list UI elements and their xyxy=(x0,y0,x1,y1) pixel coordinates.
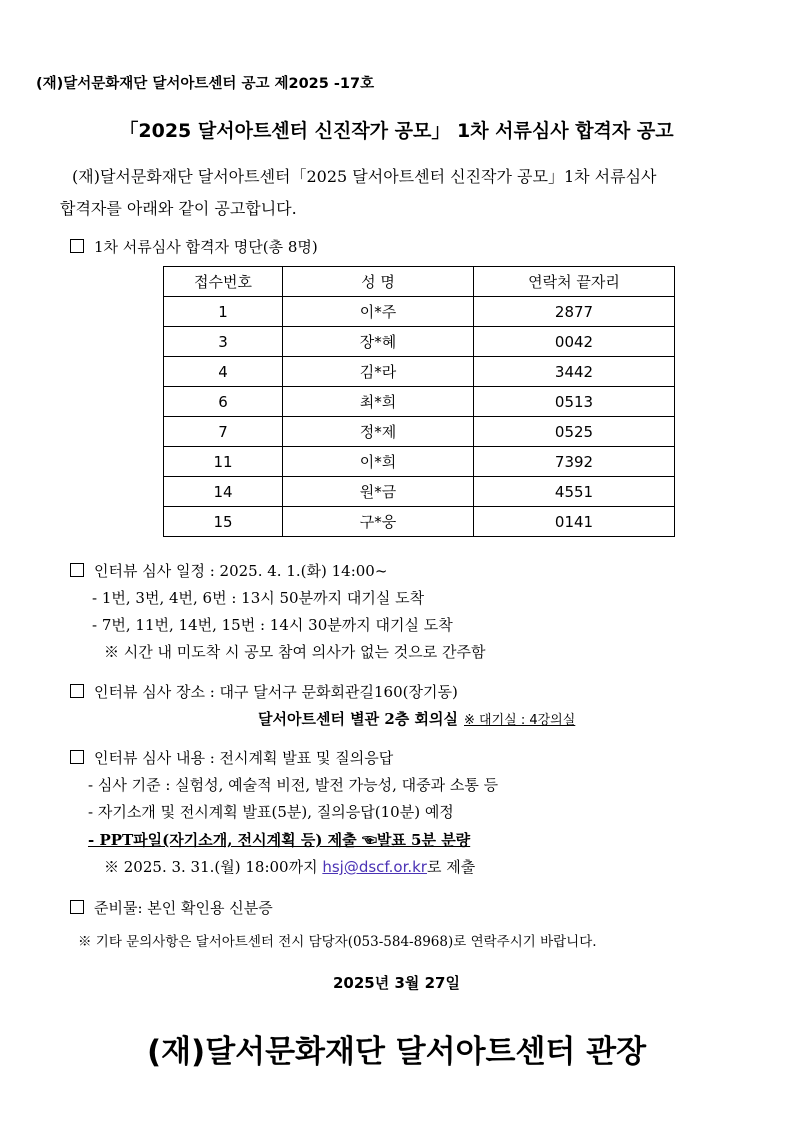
table-cell: 7392 xyxy=(474,447,675,477)
table-cell: 0525 xyxy=(474,417,675,447)
table-cell: 14 xyxy=(164,477,283,507)
table-row xyxy=(164,417,675,447)
notice-date: 2025년 3월 27일 xyxy=(333,974,460,992)
table-cell: 15 xyxy=(164,507,283,537)
venue-detail xyxy=(258,708,575,729)
checkbox-square-icon xyxy=(70,750,84,764)
table-row xyxy=(164,387,675,417)
venue-room: 달서아트센터 별관 2층 회의실 xyxy=(258,710,458,728)
email-link[interactable]: hsj@dscf.or.kr xyxy=(322,858,427,876)
intro-line-1: (재)달서문화재단 달서아트센터「2025 달서아트센터 신진작가 공모」1차 서류심사 xyxy=(72,167,657,186)
table-body xyxy=(164,297,675,537)
deadline-suffix: 로 제출 xyxy=(426,858,476,876)
deadline-prefix: ※ 2025. 3. 31.(월) 18:00까지 xyxy=(104,858,323,876)
table-cell: 장*혜 xyxy=(283,327,474,357)
table-cell: 이*주 xyxy=(283,297,474,327)
section-content xyxy=(70,747,393,768)
table-cell: 11 xyxy=(164,447,283,477)
table-cell: 정*제 xyxy=(283,417,474,447)
section-passer-list xyxy=(70,236,318,257)
checkbox-square-icon xyxy=(70,684,84,698)
intro-line-2: 합격자를 아래와 같이 공고합니다. xyxy=(60,199,297,218)
contact-note: ※ 기타 문의사항은 달서아트센터 전시 담당자(053-584-8968)로 연락주시기 바랍니다. xyxy=(78,934,597,950)
passer-table xyxy=(163,266,675,537)
checkbox-square-icon xyxy=(70,563,84,577)
section-heading: 준비물: 본인 확인용 신분증 xyxy=(94,899,273,917)
table-row xyxy=(164,357,675,387)
schedule-group-1: - 1번, 3번, 4번, 6번 : 13시 50분까지 대기실 도착 xyxy=(92,589,425,607)
table-cell: 2877 xyxy=(474,297,675,327)
criteria-line: - 심사 기준 : 실험성, 예술적 비전, 발전 가능성, 대중과 소통 등 xyxy=(88,776,499,794)
table-cell: 0141 xyxy=(474,507,675,537)
checkbox-square-icon xyxy=(70,239,84,253)
column-header: 연락처 끝자리 xyxy=(474,267,675,297)
section-heading: 인터뷰 심사 일정 : 2025. 4. 1.(화) 14:00~ xyxy=(94,562,388,580)
table-cell: 7 xyxy=(164,417,283,447)
table-row xyxy=(164,327,675,357)
section-venue xyxy=(70,681,458,702)
ppt-text: - PPT파일(자기소개, 전시계획 등) 제출 ☜발표 5분 분량 xyxy=(88,831,471,849)
table-cell: 4551 xyxy=(474,477,675,507)
table-row xyxy=(164,447,675,477)
page-title: 「2025 달서아트센터 신진작가 공모」 1차 서류심사 합격자 공고 xyxy=(119,120,674,142)
checkbox-square-icon xyxy=(70,900,84,914)
table-cell: 6 xyxy=(164,387,283,417)
section-heading: 1차 서류심사 합격자 명단(총 8명) xyxy=(94,238,318,256)
table-cell: 원*금 xyxy=(283,477,474,507)
ppt-line xyxy=(88,829,470,850)
table-row xyxy=(164,297,675,327)
waiting-room: ※ 대기실 : 4강의실 xyxy=(464,713,576,728)
column-header: 성 명 xyxy=(283,267,474,297)
deadline-line xyxy=(104,856,475,877)
table-cell: 3442 xyxy=(474,357,675,387)
table-row xyxy=(164,477,675,507)
schedule-group-2: - 7번, 11번, 14번, 15번 : 14시 30분까지 대기실 도착 xyxy=(92,616,453,634)
section-prep xyxy=(70,897,273,918)
table-cell: 구*웅 xyxy=(283,507,474,537)
table-cell: 1 xyxy=(164,297,283,327)
issuer: (재)달서문화재단 달서아트센터 관장 xyxy=(146,1034,647,1070)
table-cell: 0042 xyxy=(474,327,675,357)
format-line: - 자기소개 및 전시계획 발표(5분), 질의응답(10분) 예정 xyxy=(88,803,454,821)
section-schedule xyxy=(70,560,387,581)
table-cell: 0513 xyxy=(474,387,675,417)
table-cell: 이*희 xyxy=(283,447,474,477)
notice-number: (재)달서문화재단 달서아트센터 공고 제2025 -17호 xyxy=(36,76,375,92)
table-cell: 4 xyxy=(164,357,283,387)
column-header: 접수번호 xyxy=(164,267,283,297)
section-heading: 인터뷰 심사 내용 : 전시계획 발표 및 질의응답 xyxy=(94,749,394,767)
table-cell: 김*라 xyxy=(283,357,474,387)
schedule-note: ※ 시간 내 미도착 시 공모 참여 의사가 없는 것으로 간주함 xyxy=(104,643,486,661)
table-header-row xyxy=(164,267,675,297)
table-cell: 3 xyxy=(164,327,283,357)
table-cell: 최*희 xyxy=(283,387,474,417)
table-row xyxy=(164,507,675,537)
section-heading: 인터뷰 심사 장소 : 대구 달서구 문화회관길160(장기동) xyxy=(94,683,458,701)
